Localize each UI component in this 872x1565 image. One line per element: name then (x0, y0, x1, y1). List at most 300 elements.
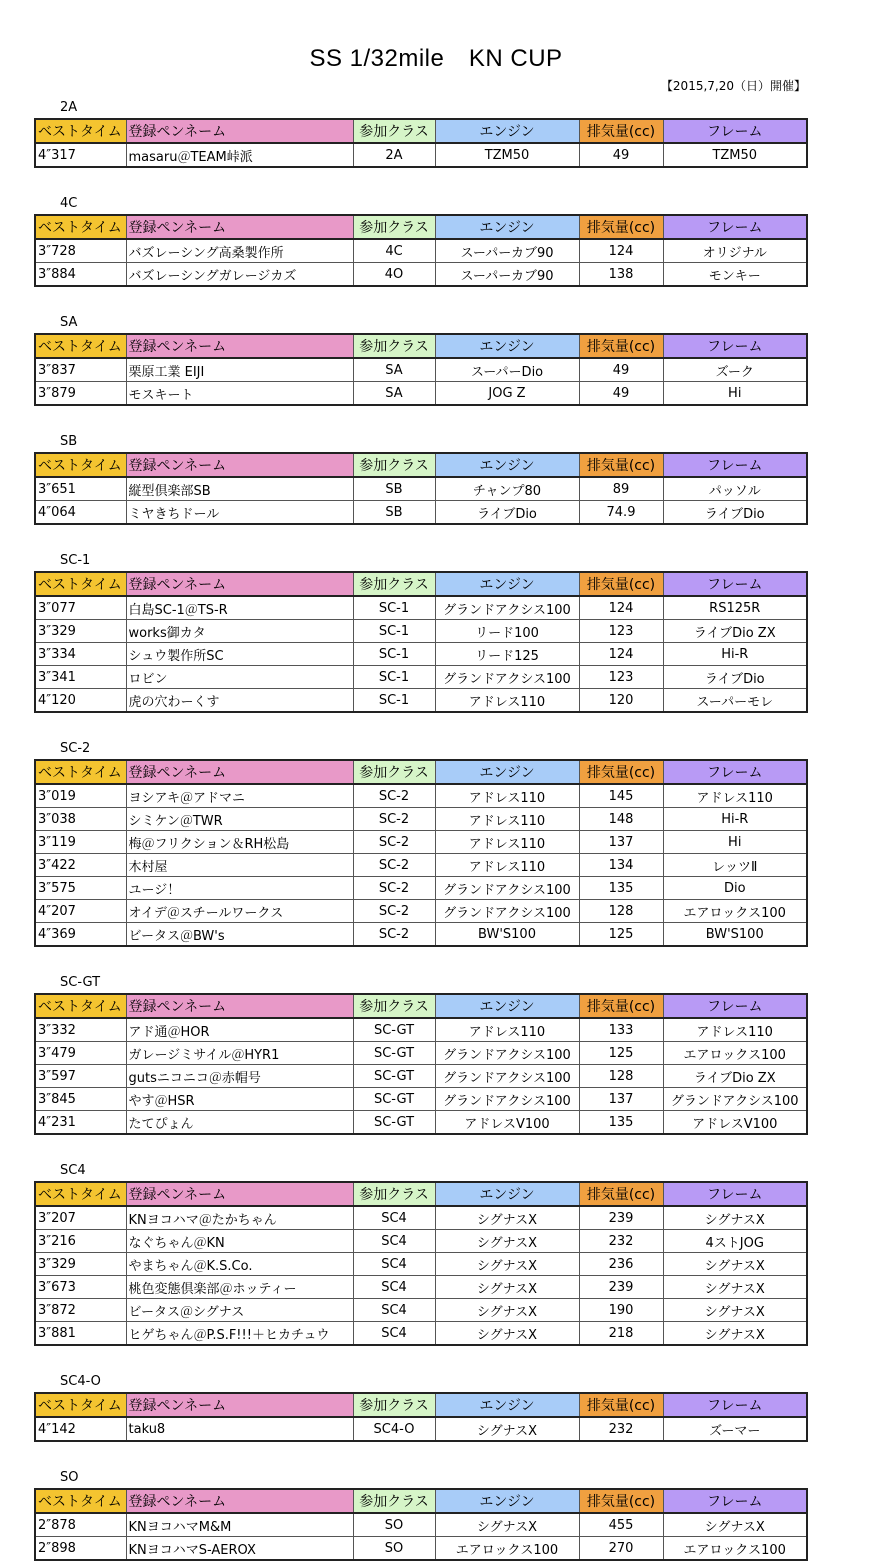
cell-frame: アドレス110 (663, 1018, 807, 1042)
cell-pen-name: KNヨコハマM&M (126, 1513, 353, 1537)
page-title: SS 1/32mile KN CUP (309, 45, 563, 72)
header-pen-name: 登録ペンネーム (126, 994, 353, 1018)
cell-engine: アドレス110 (435, 831, 579, 854)
header-frame: フレーム (663, 453, 807, 477)
cell-best-time: 3″597 (35, 1065, 126, 1088)
cell-pen-name: ガレージミサイル＠HYR1 (126, 1042, 353, 1065)
cell-displacement: 128 (579, 900, 663, 923)
header-displacement: 排気量(cc) (579, 215, 663, 239)
cell-engine: ライブDio (435, 501, 579, 525)
cell-best-time: 3″872 (35, 1299, 126, 1322)
header-engine: エンジン (435, 334, 579, 358)
cell-best-time: 3″332 (35, 1018, 126, 1042)
cell-frame: BW'S100 (663, 923, 807, 947)
cell-pen-name: KNヨコハマS-AEROX (126, 1537, 353, 1561)
cell-pen-name: 梅＠フリクション＆RH松島 (126, 831, 353, 854)
cell-pen-name: 栗原工業 EIJI (126, 358, 353, 382)
cell-class: SC4 (353, 1230, 435, 1253)
cell-frame: レッツⅡ (663, 854, 807, 877)
cell-class: SC-2 (353, 923, 435, 947)
cell-displacement: 125 (579, 923, 663, 947)
class-section (34, 313, 806, 406)
cell-class: SC4 (353, 1299, 435, 1322)
class-section (34, 1372, 806, 1442)
cell-pen-name: モスキート (126, 382, 353, 406)
header-best-time: ベストタイム (35, 453, 126, 477)
cell-class: SC4 (353, 1322, 435, 1346)
header-frame: フレーム (663, 572, 807, 596)
class-section (34, 739, 806, 947)
cell-displacement: 148 (579, 808, 663, 831)
header-engine: エンジン (435, 119, 579, 143)
results-table (34, 759, 808, 947)
cell-engine: TZM50 (435, 143, 579, 167)
cell-engine: シグナスX (435, 1206, 579, 1230)
cell-frame: シグナスX (663, 1206, 807, 1230)
cell-engine: エアロックス100 (435, 1537, 579, 1561)
cell-best-time: 3″422 (35, 854, 126, 877)
cell-engine: シグナスX (435, 1253, 579, 1276)
cell-engine: アドレスV100 (435, 1111, 579, 1135)
cell-class: SC-GT (353, 1042, 435, 1065)
cell-engine: アドレス110 (435, 689, 579, 713)
results-table (34, 571, 808, 713)
cell-pen-name: 縦型倶楽部SB (126, 477, 353, 501)
cell-pen-name: 白島SC-1＠TS-R (126, 596, 353, 620)
cell-engine: シグナスX (435, 1322, 579, 1346)
cell-frame: エアロックス100 (663, 1537, 807, 1561)
header-engine: エンジン (435, 1489, 579, 1513)
cell-frame: ライブDio ZX (663, 620, 807, 643)
cell-displacement: 218 (579, 1322, 663, 1346)
cell-pen-name: 木村屋 (126, 854, 353, 877)
cell-displacement: 125 (579, 1042, 663, 1065)
section-label: SB (60, 434, 78, 449)
cell-engine: スーパーDio (435, 358, 579, 382)
cell-frame: シグナスX (663, 1299, 807, 1322)
header-frame: フレーム (663, 215, 807, 239)
table-row (35, 643, 807, 666)
cell-frame: エアロックス100 (663, 900, 807, 923)
table-row (35, 1299, 807, 1322)
table-row (35, 1018, 807, 1042)
cell-frame: Hi (663, 831, 807, 854)
header-best-time: ベストタイム (35, 1489, 126, 1513)
cell-frame: シグナスX (663, 1253, 807, 1276)
section-label: SC-GT (60, 975, 101, 990)
header-pen-name: 登録ペンネーム (126, 215, 353, 239)
header-row (35, 215, 807, 239)
header-best-time: ベストタイム (35, 572, 126, 596)
cell-best-time: 3″845 (35, 1088, 126, 1111)
cell-pen-name: ミヤきちドール (126, 501, 353, 525)
section-label: SC-2 (60, 741, 91, 756)
header-best-time: ベストタイム (35, 1393, 126, 1417)
header-best-time: ベストタイム (35, 1182, 126, 1206)
header-best-time: ベストタイム (35, 334, 126, 358)
section-label: SA (60, 315, 78, 330)
header-displacement: 排気量(cc) (579, 1182, 663, 1206)
cell-best-time: 4″120 (35, 689, 126, 713)
cell-frame: ズーマー (663, 1417, 807, 1441)
results-table (34, 452, 808, 525)
cell-engine: グランドアクシス100 (435, 1065, 579, 1088)
table-row (35, 239, 807, 263)
cell-best-time: 3″728 (35, 239, 126, 263)
results-table (34, 1392, 808, 1442)
cell-class: SC-GT (353, 1065, 435, 1088)
header-row (35, 453, 807, 477)
cell-class: SC-1 (353, 620, 435, 643)
results-table (34, 993, 808, 1135)
cell-frame: ライブDio ZX (663, 1065, 807, 1088)
table-row (35, 1111, 807, 1135)
cell-displacement: 124 (579, 239, 663, 263)
cell-engine: リード100 (435, 620, 579, 643)
header-pen-name: 登録ペンネーム (126, 572, 353, 596)
cell-engine: シグナスX (435, 1299, 579, 1322)
cell-engine: シグナスX (435, 1276, 579, 1299)
header-displacement: 排気量(cc) (579, 1489, 663, 1513)
header-best-time: ベストタイム (35, 119, 126, 143)
header-pen-name: 登録ペンネーム (126, 334, 353, 358)
cell-pen-name: ロビン (126, 666, 353, 689)
cell-displacement: 49 (579, 382, 663, 406)
header-frame: フレーム (663, 1489, 807, 1513)
cell-pen-name: ビータス＠シグナス (126, 1299, 353, 1322)
cell-pen-name: KNヨコハマ＠たかちゃん (126, 1206, 353, 1230)
header-best-time: ベストタイム (35, 760, 126, 784)
cell-engine: アドレス110 (435, 784, 579, 808)
table-row (35, 1253, 807, 1276)
class-section (34, 1161, 806, 1346)
cell-best-time: 3″119 (35, 831, 126, 854)
header-engine: エンジン (435, 994, 579, 1018)
header-frame: フレーム (663, 994, 807, 1018)
cell-engine: シグナスX (435, 1417, 579, 1441)
cell-best-time: 4″231 (35, 1111, 126, 1135)
cell-frame: シグナスX (663, 1322, 807, 1346)
header-displacement: 排気量(cc) (579, 1393, 663, 1417)
header-pen-name: 登録ペンネーム (126, 453, 353, 477)
cell-engine: アドレス110 (435, 808, 579, 831)
header-displacement: 排気量(cc) (579, 572, 663, 596)
header-class: 参加クラス (353, 1489, 435, 1513)
cell-displacement: 120 (579, 689, 663, 713)
cell-class: SC-GT (353, 1111, 435, 1135)
cell-class: SA (353, 382, 435, 406)
cell-engine: スーパーカブ90 (435, 263, 579, 287)
header-displacement: 排気量(cc) (579, 119, 663, 143)
cell-pen-name: オイデ＠スチールワークス (126, 900, 353, 923)
cell-displacement: 270 (579, 1537, 663, 1561)
cell-engine: グランドアクシス100 (435, 1042, 579, 1065)
cell-engine: BW'S100 (435, 923, 579, 947)
cell-displacement: 123 (579, 620, 663, 643)
cell-class: SC-1 (353, 596, 435, 620)
cell-frame: スーパーモレ (663, 689, 807, 713)
table-row (35, 1088, 807, 1111)
header-best-time: ベストタイム (35, 215, 126, 239)
cell-class: SC-1 (353, 666, 435, 689)
table-row (35, 1513, 807, 1537)
cell-frame: シグナスX (663, 1276, 807, 1299)
header-row (35, 572, 807, 596)
cell-class: SO (353, 1513, 435, 1537)
table-row (35, 1537, 807, 1561)
section-label: SC4-O (60, 1374, 101, 1389)
section-label: SC-1 (60, 553, 91, 568)
cell-best-time: 3″881 (35, 1322, 126, 1346)
cell-engine: グランドアクシス100 (435, 666, 579, 689)
cell-displacement: 124 (579, 643, 663, 666)
header-class: 参加クラス (353, 119, 435, 143)
cell-best-time: 4″207 (35, 900, 126, 923)
table-row (35, 1065, 807, 1088)
cell-frame: アドレスV100 (663, 1111, 807, 1135)
cell-best-time: 3″019 (35, 784, 126, 808)
header-class: 参加クラス (353, 453, 435, 477)
cell-displacement: 232 (579, 1230, 663, 1253)
header-engine: エンジン (435, 1182, 579, 1206)
header-pen-name: 登録ペンネーム (126, 1182, 353, 1206)
cell-class: SC-2 (353, 877, 435, 900)
section-label: SC4 (60, 1163, 86, 1178)
cell-best-time: 3″837 (35, 358, 126, 382)
header-best-time: ベストタイム (35, 994, 126, 1018)
header-class: 参加クラス (353, 215, 435, 239)
cell-engine: シグナスX (435, 1513, 579, 1537)
header-engine: エンジン (435, 453, 579, 477)
header-row (35, 334, 807, 358)
cell-engine: チャンプ80 (435, 477, 579, 501)
cell-displacement: 135 (579, 877, 663, 900)
header-class: 参加クラス (353, 572, 435, 596)
cell-frame: エアロックス100 (663, 1042, 807, 1065)
table-row (35, 382, 807, 406)
cell-best-time: 3″479 (35, 1042, 126, 1065)
cell-displacement: 145 (579, 784, 663, 808)
cell-pen-name: gutsニコニコ＠赤帽号 (126, 1065, 353, 1088)
cell-class: SB (353, 477, 435, 501)
header-displacement: 排気量(cc) (579, 994, 663, 1018)
cell-displacement: 236 (579, 1253, 663, 1276)
header-engine: エンジン (435, 215, 579, 239)
cell-displacement: 232 (579, 1417, 663, 1441)
header-frame: フレーム (663, 1393, 807, 1417)
header-frame: フレーム (663, 334, 807, 358)
cell-displacement: 455 (579, 1513, 663, 1537)
header-class: 参加クラス (353, 994, 435, 1018)
table-row (35, 1230, 807, 1253)
results-sections (34, 98, 806, 1561)
header-pen-name: 登録ペンネーム (126, 760, 353, 784)
header-row (35, 1182, 807, 1206)
table-row (35, 1322, 807, 1346)
cell-best-time: 3″207 (35, 1206, 126, 1230)
header-pen-name: 登録ペンネーム (126, 1489, 353, 1513)
cell-class: SC-2 (353, 784, 435, 808)
cell-displacement: 134 (579, 854, 663, 877)
cell-frame: モンキー (663, 263, 807, 287)
header-pen-name: 登録ペンネーム (126, 119, 353, 143)
cell-displacement: 137 (579, 1088, 663, 1111)
header-displacement: 排気量(cc) (579, 453, 663, 477)
cell-frame: Hi (663, 382, 807, 406)
table-row (35, 877, 807, 900)
table-row (35, 689, 807, 713)
cell-class: SC-2 (353, 854, 435, 877)
cell-class: 4O (353, 263, 435, 287)
cell-displacement: 135 (579, 1111, 663, 1135)
cell-displacement: 128 (579, 1065, 663, 1088)
cell-frame: ズーク (663, 358, 807, 382)
cell-pen-name: たてぴょん (126, 1111, 353, 1135)
cell-class: SC4 (353, 1206, 435, 1230)
cell-displacement: 49 (579, 143, 663, 167)
cell-engine: リード125 (435, 643, 579, 666)
cell-pen-name: taku8 (126, 1417, 353, 1441)
header-pen-name: 登録ペンネーム (126, 1393, 353, 1417)
cell-pen-name: ヨシアキ＠アドマニ (126, 784, 353, 808)
cell-pen-name: アド通＠HOR (126, 1018, 353, 1042)
cell-class: SO (353, 1537, 435, 1561)
header-frame: フレーム (663, 760, 807, 784)
table-row (35, 900, 807, 923)
cell-class: SC-1 (353, 689, 435, 713)
results-table (34, 118, 808, 168)
cell-class: SC-GT (353, 1088, 435, 1111)
table-row (35, 477, 807, 501)
table-row (35, 596, 807, 620)
class-section (34, 551, 806, 713)
cell-engine: グランドアクシス100 (435, 877, 579, 900)
header-frame: フレーム (663, 1182, 807, 1206)
cell-pen-name: シミケン＠TWR (126, 808, 353, 831)
table-row (35, 854, 807, 877)
results-table (34, 333, 808, 406)
cell-displacement: 123 (579, 666, 663, 689)
cell-engine: シグナスX (435, 1230, 579, 1253)
cell-frame: オリジナル (663, 239, 807, 263)
table-row (35, 1276, 807, 1299)
cell-displacement: 138 (579, 263, 663, 287)
header-class: 参加クラス (353, 1393, 435, 1417)
cell-pen-name: やす＠HSR (126, 1088, 353, 1111)
header-class: 参加クラス (353, 334, 435, 358)
table-row (35, 1042, 807, 1065)
cell-frame: Hi-R (663, 808, 807, 831)
results-table (34, 1488, 808, 1561)
cell-displacement: 239 (579, 1276, 663, 1299)
cell-class: SC-2 (353, 808, 435, 831)
table-row (35, 808, 807, 831)
cell-frame: ライブDio (663, 501, 807, 525)
cell-class: SC4 (353, 1276, 435, 1299)
class-section (34, 1468, 806, 1561)
cell-pen-name: やまちゃん＠K.S.Co. (126, 1253, 353, 1276)
table-row (35, 666, 807, 689)
cell-best-time: 2″878 (35, 1513, 126, 1537)
table-row (35, 923, 807, 947)
cell-displacement: 49 (579, 358, 663, 382)
cell-engine: グランドアクシス100 (435, 900, 579, 923)
cell-pen-name: シュウ製作所SC (126, 643, 353, 666)
cell-pen-name: 虎の穴わーくす (126, 689, 353, 713)
cell-best-time: 3″879 (35, 382, 126, 406)
header-engine: エンジン (435, 1393, 579, 1417)
cell-best-time: 4″142 (35, 1417, 126, 1441)
cell-frame: TZM50 (663, 143, 807, 167)
cell-pen-name: なぐちゃん＠KN (126, 1230, 353, 1253)
table-row (35, 143, 807, 167)
cell-best-time: 3″216 (35, 1230, 126, 1253)
header-displacement: 排気量(cc) (579, 760, 663, 784)
cell-class: 2A (353, 143, 435, 167)
cell-pen-name: works御カタ (126, 620, 353, 643)
header-frame: フレーム (663, 119, 807, 143)
cell-frame: RS125R (663, 596, 807, 620)
table-row (35, 501, 807, 525)
cell-best-time: 3″329 (35, 1253, 126, 1276)
cell-displacement: 133 (579, 1018, 663, 1042)
header-row (35, 994, 807, 1018)
cell-pen-name: ビータス＠BW's (126, 923, 353, 947)
cell-displacement: 190 (579, 1299, 663, 1322)
cell-best-time: 3″673 (35, 1276, 126, 1299)
results-table (34, 1181, 808, 1346)
cell-class: SC-GT (353, 1018, 435, 1042)
results-table (34, 214, 808, 287)
cell-frame: グランドアクシス100 (663, 1088, 807, 1111)
cell-best-time: 3″329 (35, 620, 126, 643)
cell-best-time: 3″038 (35, 808, 126, 831)
table-row (35, 1417, 807, 1441)
class-section (34, 98, 806, 168)
cell-best-time: 3″341 (35, 666, 126, 689)
table-row (35, 358, 807, 382)
section-label: 4C (60, 196, 78, 211)
cell-class: 4C (353, 239, 435, 263)
header-class: 参加クラス (353, 760, 435, 784)
cell-best-time: 2″898 (35, 1537, 126, 1561)
cell-best-time: 3″651 (35, 477, 126, 501)
cell-best-time: 4″317 (35, 143, 126, 167)
cell-best-time: 4″064 (35, 501, 126, 525)
header-class: 参加クラス (353, 1182, 435, 1206)
cell-engine: グランドアクシス100 (435, 596, 579, 620)
cell-best-time: 3″884 (35, 263, 126, 287)
header-engine: エンジン (435, 760, 579, 784)
cell-displacement: 74.9 (579, 501, 663, 525)
cell-frame: パッソル (663, 477, 807, 501)
cell-engine: アドレス110 (435, 1018, 579, 1042)
cell-engine: グランドアクシス100 (435, 1088, 579, 1111)
header-row (35, 1489, 807, 1513)
class-section (34, 973, 806, 1135)
header-engine: エンジン (435, 572, 579, 596)
section-label: 2A (60, 100, 78, 115)
cell-pen-name: ユージ！ (126, 877, 353, 900)
cell-best-time: 3″575 (35, 877, 126, 900)
table-row (35, 784, 807, 808)
class-section (34, 432, 806, 525)
event-date: 【2015,7,20（日）開催】 (660, 79, 806, 93)
cell-frame: 4ストJOG (663, 1230, 807, 1253)
header-row (35, 1393, 807, 1417)
cell-engine: JOG Z (435, 382, 579, 406)
class-section (34, 194, 806, 287)
